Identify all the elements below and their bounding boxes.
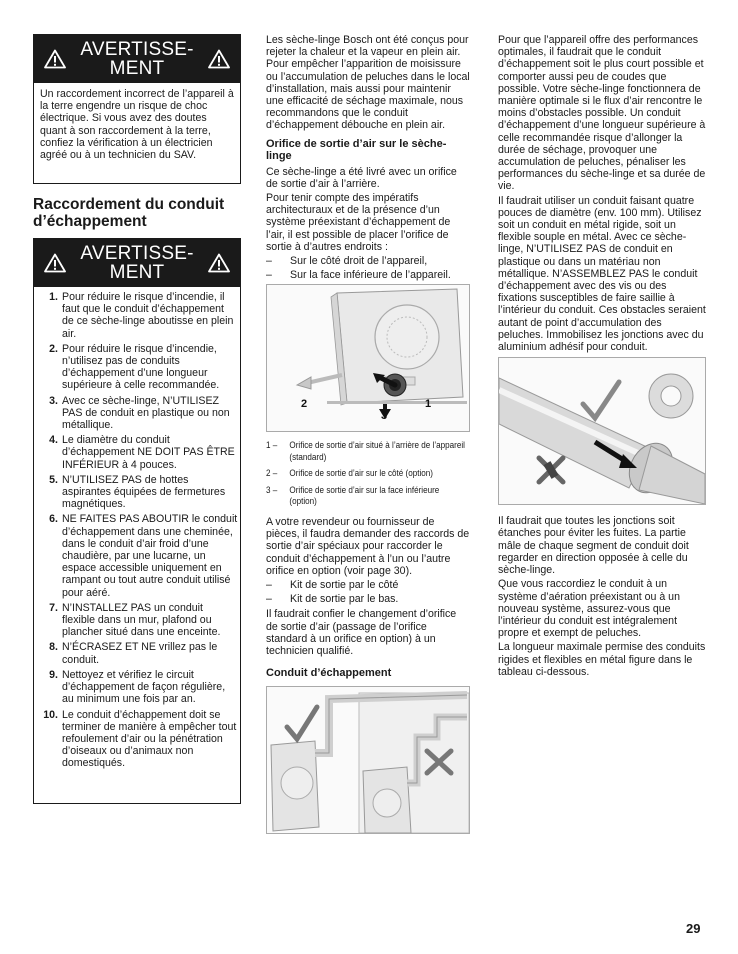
- figure-label-1: 1: [425, 398, 432, 411]
- list-item: [36, 669, 238, 706]
- list-item: [36, 641, 238, 665]
- item-text: Kit de sortie par le bas.: [290, 593, 399, 606]
- warning-title: [80, 40, 193, 78]
- list-item: [36, 513, 238, 598]
- warning-triangle-icon: [44, 253, 66, 273]
- left-column: [33, 34, 241, 804]
- item-text: Le diamètre du conduit d’échappement NE DOIT PAS ÊTRE INFÉRIEUR à 4 pouces.: [62, 434, 235, 471]
- caption-row: [266, 468, 466, 480]
- list-item: [36, 395, 238, 432]
- duct-routing-drawing: [267, 687, 469, 833]
- conduit-heading: Conduit d’échappement: [266, 667, 392, 680]
- exhaust-duct-illustration: [266, 686, 470, 834]
- list-item: [266, 593, 470, 605]
- warning-box-exhaust: [33, 238, 241, 804]
- item-text: Sur la face inférieure de l’appareil.: [290, 269, 451, 282]
- caption-text: Orifice de sortie d’air sur la face inférieure (option): [289, 484, 440, 507]
- paragraph: Ce sèche-linge a été livré avec un orifice de sortie d’air à l’arrière.: [266, 165, 457, 190]
- paragraph: Que vous raccordiez le conduit à un système d’aération préexistant ou à un nouveau système, assurez-vous que l’intérieur du conduit est intégralement propre et exempt de peluches.: [498, 578, 680, 640]
- list-item: [266, 269, 470, 281]
- figure-captions: [266, 440, 466, 508]
- dash: –: [266, 255, 272, 268]
- dash: –: [266, 593, 272, 606]
- warning-text: Un raccordement incorrect de l’appareil à la terre engendre un risque de choc électrique. Si vous avez des doutes quant à son raccordement à la terre, confiez la vérification à un électricien agréé ou à un technicien du SAV.: [40, 88, 234, 162]
- caption-text: Orifice de sortie d’air sur le côté (option): [289, 468, 434, 479]
- warning-triangle-icon: [44, 49, 66, 69]
- warning-title-line2: MENT: [109, 58, 165, 79]
- warning-header: [34, 239, 240, 287]
- list-item: [36, 709, 238, 770]
- item-text: Avec ce sèche-linge, N’UTILISEZ PAS de conduit en plastique ou non métallique.: [62, 394, 230, 432]
- item-text: NE FAITES PAS ABOUTIR le conduit d’échappement dans une cheminée, dans le conduit d’air froid d’une chaudière, par une lucarne, un espace accessible uniquement en rampant ou tout autre conduit utilisé pour aéré.: [62, 513, 238, 599]
- orifice-heading: Orifice de sortie d’air sur le sèche-linge: [266, 137, 447, 163]
- warning-triangle-icon: [208, 49, 230, 69]
- paragraph: Il faudrait que toutes les jonctions soit étanches pour éviter les fuites. La partie mâle de chaque segment de conduit doit regarder en direction opposée à celle du sèche-linge.: [498, 515, 689, 577]
- list-item: [36, 343, 238, 392]
- paragraph: La longueur maximale permise des conduits rigides et flexibles en métal figure dans le tableau ci-dessous.: [498, 641, 706, 678]
- item-text: N’UTILISEZ PAS de hottes aspirantes équipées de fermetures magnétiques.: [62, 473, 226, 511]
- warning-box-grounding: [33, 34, 241, 184]
- warning-title-line2: MENT: [109, 262, 165, 283]
- figure-label-3: 3: [381, 410, 388, 423]
- paragraph: Pour que l’appareil offre des performances optimales, il faudrait que le conduit d’échappement soit le plus court possible et comporter aussi peu de coudes que possible. Votre sèche-linge fonctionnera de manière optimale si le flux d’air rencontre le moins d’obstacles possible. Un conduit d’échappement d’une longueur supérieure à celle recommandée risque d’allonger la durée de séchage, provoquer une accumulation de peluches, pénaliser les performances du sèche-linge et sa durée de vie.: [498, 34, 706, 193]
- right-column: [498, 34, 706, 680]
- item-number: 7.: [49, 601, 58, 614]
- caption-number: 3 –: [266, 484, 278, 495]
- caption-number: 2 –: [266, 468, 278, 479]
- item-text: Le conduit d’échappement doit se terminer de manière à empêcher tout refoulement d’air ou la pénétration d’oiseaux ou d’animaux non domestiqués.: [62, 708, 237, 770]
- page-number: 29: [686, 921, 701, 936]
- duct-joint-illustration: [498, 357, 706, 505]
- item-text: Sur le côté droit de l’appareil,: [290, 255, 428, 268]
- caption-row: [266, 440, 466, 463]
- paragraph: Pour tenir compte des impératifs architecturaux et de la présence d’un système préexistant d’échappement de l’air, il est possible de placer l’orifice de sortie à d’autres endroits :: [266, 192, 451, 253]
- caption-text: Orifice de sortie d’air situé à l’arrière de l’appareil (standard): [289, 440, 465, 462]
- caption-number: 1 –: [266, 440, 278, 451]
- list-item: [36, 434, 238, 471]
- list-item: [36, 602, 238, 639]
- warning-header: [34, 35, 240, 83]
- warning-list: [34, 287, 240, 779]
- item-number: 1.: [49, 291, 58, 303]
- paragraph: Il faudrait utiliser un conduit faisant quatre pouces de diamètre (env. 100 mm). Utilisez soit un conduit en métal rigide, soit un flexible souple en métal. Avec ce sèche-linge, N’UTILISEZ PAS de conduit en plastique ou dans un matériau non métallique. N’ASSEMBLEZ PAS le conduit d’échappement avec des vis ou des fixations susceptibles de faire saillie à l’intérieur du conduit. Ces obstacles seraient autant de point d’accumulation des peluches. Immobilisez les jonctions avec du aluminium adhésif pour conduit.: [498, 194, 706, 354]
- item-number: 5.: [49, 473, 58, 486]
- warning-title-line1: AVERTISSE-: [80, 39, 194, 60]
- duct-joint-drawing: [499, 358, 705, 504]
- dash: –: [266, 578, 272, 591]
- item-text: N’INSTALLEZ PAS un conduit flexible dans un mur, plafond ou plancher situé dans une enceinte.: [62, 601, 221, 639]
- list-item: [266, 579, 470, 591]
- figure-label-2: 2: [301, 398, 308, 411]
- middle-column: [266, 34, 470, 834]
- warning-body: [34, 83, 240, 167]
- warning-title: [80, 244, 193, 282]
- dash: –: [266, 269, 272, 282]
- paragraph: A votre revendeur ou fournisseur de pièces, il faudra demander des raccords de sortie d’air spéciaux pour raccorder le conduit d’échappement à l’un ou l’autre orifice en option (voir page 30).: [266, 515, 470, 577]
- options-list: [266, 255, 470, 281]
- list-item: [36, 291, 238, 340]
- item-text: Kit de sortie par le côté: [290, 578, 399, 591]
- item-text: Nettoyez et vérifiez le circuit d’échappement de façon régulière, au minimum une fois par an.: [62, 668, 226, 706]
- item-text: Pour réduire le risque d’incendie, il faut que le conduit d’échappement de ce sèche-linge aboutisse en plein air.: [62, 291, 234, 340]
- item-number: 9.: [49, 668, 58, 681]
- item-text: Pour réduire le risque d’incendie, n’utilisez pas de conduits d’échappement d’une longueur supérieure à celle recommandée.: [62, 342, 220, 392]
- section-heading: Raccordement du conduit d’échappement: [33, 196, 225, 230]
- item-number: 10.: [43, 708, 58, 721]
- item-number: 3.: [49, 394, 58, 407]
- dryer-back-drawing: [267, 285, 469, 431]
- paragraph: Il faudrait confier le changement d’orifice de sortie d’air (passage de l’orifice standard à un orifice en option) à un technicien qualifié.: [266, 608, 457, 657]
- item-number: 2.: [49, 342, 58, 355]
- warning-title-line1: AVERTISSE-: [80, 243, 194, 264]
- warning-triangle-icon: [208, 253, 230, 273]
- item-number: 6.: [49, 513, 58, 526]
- item-text: N’ÉCRASEZ ET NE vrillez pas le conduit.: [62, 641, 218, 666]
- item-number: 4.: [49, 434, 58, 447]
- item-number: 8.: [49, 641, 58, 654]
- list-item: [266, 255, 470, 267]
- list-item: [36, 474, 238, 511]
- dryer-outlet-illustration: [266, 284, 470, 432]
- kits-list: [266, 579, 470, 605]
- intro-paragraph: Les sèche-linge Bosch ont été conçus pour rejeter la chaleur et la vapeur en plein air. Pour empêcher l’apparition de moisissure ou l’accumulation de peluches dans le local d’installation, mais aussi pour maintenir une efficacité de séchage maximale, nous recommandons que le conduit d’échappement débouche en plein air.: [266, 34, 470, 132]
- caption-row: [266, 485, 466, 508]
